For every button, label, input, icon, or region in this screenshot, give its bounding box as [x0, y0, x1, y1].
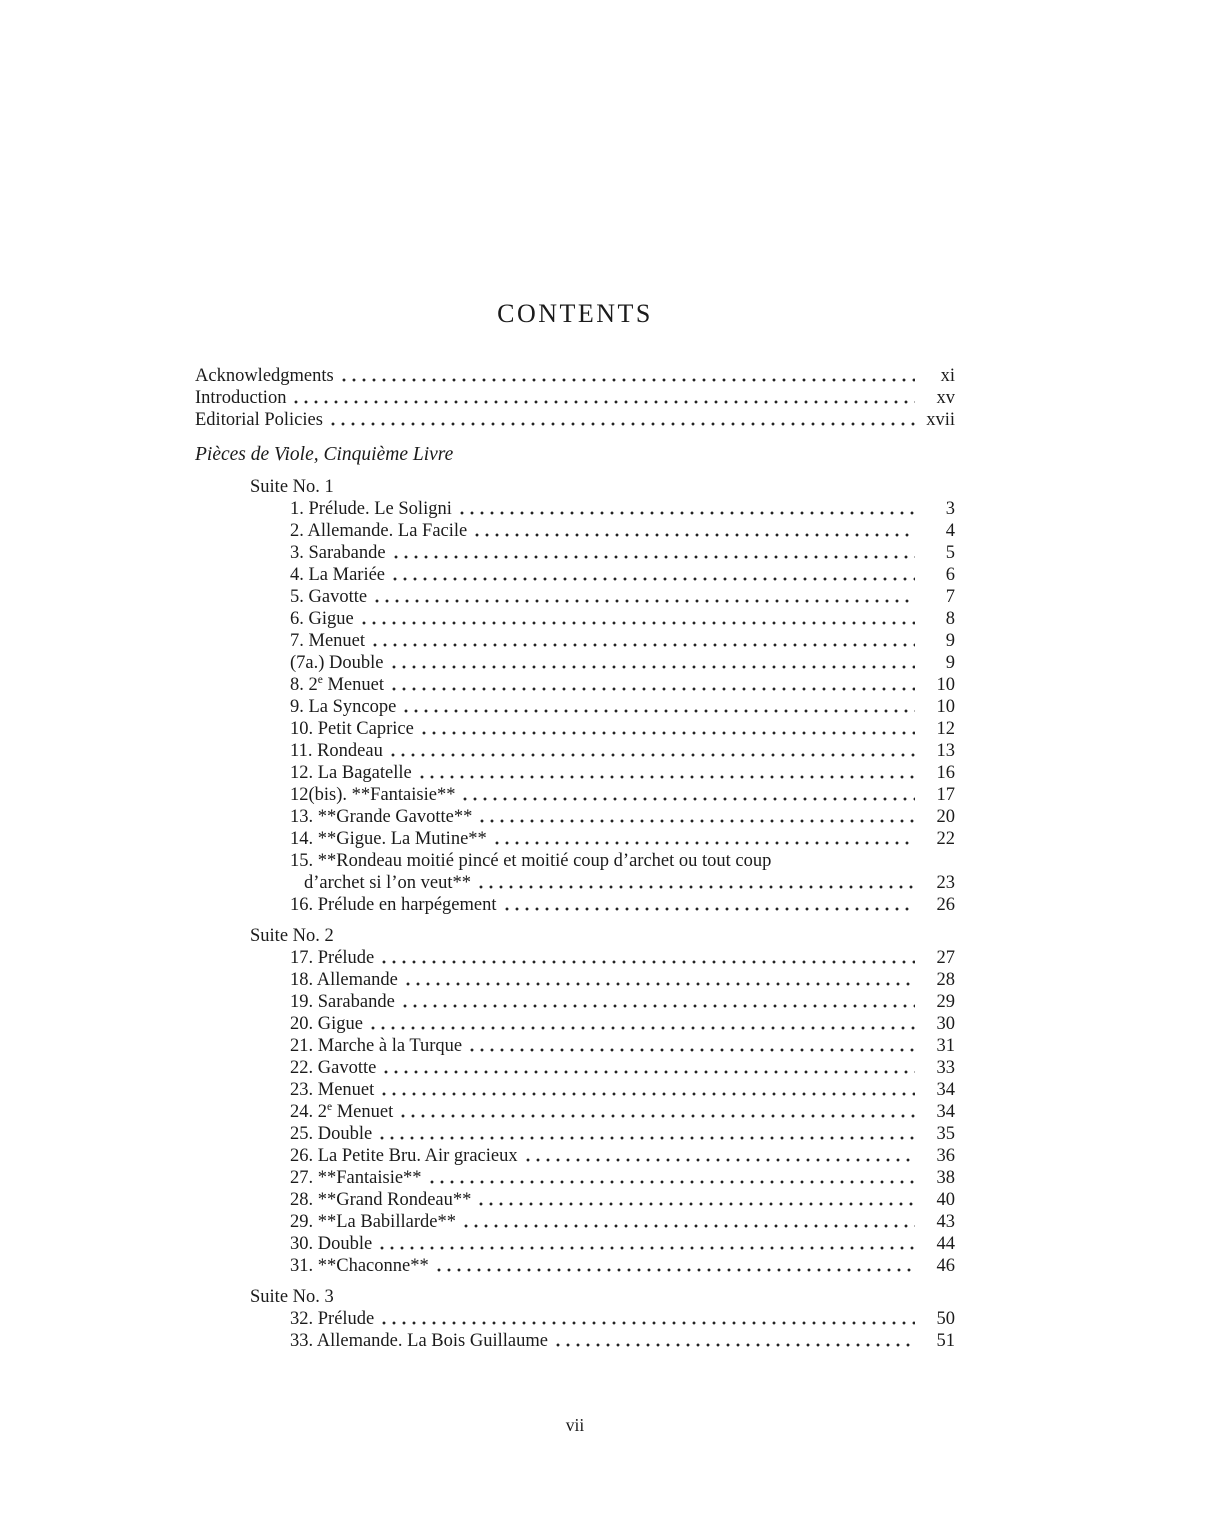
toc-entry	[195, 652, 955, 674]
suite-items	[195, 1308, 955, 1352]
dot-leader	[553, 1342, 915, 1348]
toc-entry-label: 12. La Bagatelle	[290, 762, 412, 783]
toc-entry	[195, 784, 955, 806]
toc-entry-label: 29. **La Babillarde**	[290, 1211, 456, 1232]
dot-leader	[460, 796, 915, 802]
toc-entry-label: Acknowledgments	[195, 365, 334, 386]
dot-leader	[388, 752, 915, 758]
toc-entry-label: 9. La Syncope	[290, 696, 397, 717]
dot-leader	[359, 620, 915, 626]
toc-content	[195, 300, 955, 1352]
toc-entry-page: 46	[936, 1255, 955, 1276]
suites-list	[195, 476, 955, 1352]
toc-entry-page: 13	[936, 740, 955, 761]
dot-leader	[370, 642, 915, 648]
toc-entry	[195, 674, 955, 696]
toc-entry-page: 34	[936, 1101, 955, 1122]
superscript-ordinal: e	[317, 673, 323, 686]
dot-leader	[434, 1267, 915, 1273]
toc-entry-label: 28. **Grand Rondeau**	[290, 1189, 472, 1210]
toc-entry	[195, 608, 955, 630]
dot-leader	[419, 730, 915, 736]
dot-leader	[328, 421, 915, 427]
toc-entry	[195, 1167, 955, 1189]
toc-entry	[195, 1233, 955, 1255]
toc-entry	[195, 762, 955, 784]
toc-entry-page: 4	[945, 520, 955, 541]
suite-items	[195, 947, 955, 1277]
toc-entry	[195, 630, 955, 652]
dot-leader	[502, 906, 915, 912]
suite-items	[195, 498, 955, 916]
toc-entry	[195, 894, 955, 916]
toc-entry	[195, 1057, 955, 1079]
dot-leader	[467, 1047, 915, 1053]
toc-entry-label: 7. Menuet	[290, 630, 366, 651]
toc-entry-label: 27. **Fantaisie**	[290, 1167, 422, 1188]
toc-entry-label: 33. Allemande. La Bois Guillaume	[290, 1330, 548, 1351]
dot-leader	[417, 774, 915, 780]
dot-leader	[461, 1223, 915, 1229]
toc-entry-label: Introduction	[195, 387, 287, 408]
toc-entry-label: 19. Sarabande	[290, 991, 395, 1012]
toc-entry	[195, 1211, 955, 1233]
dot-leader	[476, 1201, 915, 1207]
toc-entry-page: 5	[945, 542, 955, 563]
toc-entry-page: 51	[936, 1330, 955, 1351]
dot-leader	[379, 1091, 915, 1097]
toc-entry-page: xvii	[926, 409, 955, 430]
toc-entry	[195, 520, 955, 542]
toc-entry-label: 13. **Grande Gavotte**	[290, 806, 473, 827]
toc-entry-label: 2. Allemande. La Facile	[290, 520, 468, 541]
toc-entry-label: 4. La Mariée	[290, 564, 386, 585]
toc-entry	[195, 1255, 955, 1277]
toc-entry	[195, 498, 955, 520]
dot-leader	[400, 1003, 915, 1009]
suite-heading: Suite No. 2	[250, 925, 334, 946]
toc-entry	[195, 696, 955, 718]
toc-entry-label: 30. Double	[290, 1233, 373, 1254]
toc-entry-label: 23. Menuet	[290, 1079, 375, 1100]
toc-entry-page: 9	[945, 652, 955, 673]
toc-entry-label: 11. Rondeau	[290, 740, 383, 761]
toc-entry-label: 12(bis). **Fantaisie**	[290, 784, 456, 805]
toc-entry-page: 40	[936, 1189, 955, 1210]
dot-leader	[372, 598, 915, 604]
toc-entry	[195, 1330, 955, 1352]
dot-leader	[291, 399, 915, 405]
toc-entry-label: 17. Prélude	[290, 947, 375, 968]
toc-entry-label: 8. 2e Menuet	[290, 673, 384, 695]
toc-entry	[195, 387, 955, 409]
toc-entry-label: 1. Prélude. Le Soligni	[290, 498, 452, 519]
toc-entry-page: 29	[936, 991, 955, 1012]
toc-entry-page: 6	[945, 564, 955, 585]
toc-entry-page: 43	[936, 1211, 955, 1232]
toc-entry	[195, 828, 955, 850]
toc-entry-label: d’archet si l’on veut**	[304, 872, 471, 893]
dot-leader	[381, 1069, 915, 1075]
toc-entry-page: 38	[936, 1167, 955, 1188]
dot-leader	[377, 1245, 915, 1251]
page-title: CONTENTS	[497, 299, 653, 328]
dot-leader	[427, 1179, 915, 1185]
toc-entry-label: 15. **Rondeau moitié pincé et moitié coup d’archet ou tout coup	[290, 850, 772, 871]
dot-leader	[492, 840, 915, 846]
toc-entry-page: 8	[945, 608, 955, 629]
dot-leader	[401, 708, 915, 714]
toc-entry-page: 30	[936, 1013, 955, 1034]
toc-entry	[195, 586, 955, 608]
toc-entry	[195, 409, 955, 431]
dot-leader	[398, 1113, 915, 1119]
toc-entry	[195, 365, 955, 387]
superscript-ordinal: e	[327, 1100, 333, 1113]
toc-entry-page: 3	[945, 498, 955, 519]
suite-section	[195, 1286, 955, 1352]
toc-entry-page: 31	[936, 1035, 955, 1056]
dot-leader	[379, 959, 915, 965]
toc-entry-label: 14. **Gigue. La Mutine**	[290, 828, 487, 849]
toc-entry-page: 28	[936, 969, 955, 990]
toc-entry-page: 36	[936, 1145, 955, 1166]
front-matter-list	[195, 365, 955, 431]
toc-entry	[195, 718, 955, 740]
toc-entry-label: Editorial Policies	[195, 409, 323, 430]
toc-entry-label: 18. Allemande	[290, 969, 398, 990]
dot-leader	[523, 1157, 915, 1163]
toc-entry	[195, 564, 955, 586]
toc-entry-page: xi	[940, 365, 955, 386]
toc-entry-label: 20. Gigue	[290, 1013, 363, 1034]
toc-entry	[195, 1145, 955, 1167]
toc-entry-label: 16. Prélude en harpégement	[290, 894, 497, 915]
dot-leader	[391, 554, 915, 560]
toc-entry	[195, 1079, 955, 1101]
toc-entry-page: xv	[936, 387, 955, 408]
toc-entry-label: 32. Prélude	[290, 1308, 375, 1329]
dot-leader	[389, 664, 916, 670]
toc-entry-label: 5. Gavotte	[290, 586, 368, 607]
work-heading: Pièces de Viole, Cinquième Livre	[195, 443, 454, 465]
toc-entry-page: 9	[945, 630, 955, 651]
toc-entry	[195, 1035, 955, 1057]
toc-entry	[195, 542, 955, 564]
toc-entry-page: 44	[936, 1233, 955, 1254]
toc-entry-page: 12	[936, 718, 955, 739]
toc-entry	[195, 872, 955, 894]
toc-entry-label: 24. 2e Menuet	[290, 1100, 394, 1122]
toc-entry	[195, 1308, 955, 1330]
toc-entry-label: 22. Gavotte	[290, 1057, 377, 1078]
dot-leader	[476, 884, 915, 890]
toc-entry-label: 31. **Chaconne**	[290, 1255, 429, 1276]
toc-entry-label: 26. La Petite Bru. Air gracieux	[290, 1145, 518, 1166]
toc-entry-page: 17	[936, 784, 955, 805]
toc-entry-label: 21. Marche à la Turque	[290, 1035, 463, 1056]
toc-entry-label: 10. Petit Caprice	[290, 718, 414, 739]
toc-entry	[195, 1189, 955, 1211]
dot-leader	[403, 981, 915, 987]
dot-leader	[368, 1025, 915, 1031]
toc-entry-page: 34	[936, 1079, 955, 1100]
toc-entry-page: 16	[936, 762, 955, 783]
toc-entry	[195, 740, 955, 762]
suite-section	[195, 476, 955, 916]
suite-section	[195, 925, 955, 1277]
toc-entry-page: 26	[936, 894, 955, 915]
toc-entry-page: 7	[945, 586, 955, 607]
dot-leader	[457, 510, 915, 516]
toc-entry-page: 10	[936, 696, 955, 717]
dot-leader	[390, 576, 915, 582]
toc-entry	[195, 850, 955, 872]
toc-entry	[195, 947, 955, 969]
suite-heading: Suite No. 1	[250, 476, 334, 497]
toc-entry	[195, 991, 955, 1013]
toc-entry-page: 27	[936, 947, 955, 968]
toc-entry-label: (7a.) Double	[290, 652, 384, 673]
toc-entry-page: 35	[936, 1123, 955, 1144]
dot-leader	[472, 532, 915, 538]
toc-entry-page: 20	[936, 806, 955, 827]
dot-leader	[339, 377, 915, 383]
dot-leader	[379, 1320, 915, 1326]
toc-entry-page: 22	[936, 828, 955, 849]
toc-entry-label: 3. Sarabande	[290, 542, 386, 563]
toc-entry	[195, 806, 955, 828]
toc-entry-page: 10	[936, 674, 955, 695]
toc-entry-label: 6. Gigue	[290, 608, 354, 629]
dot-leader	[477, 818, 915, 824]
dot-leader	[389, 686, 915, 692]
toc-entry-page: 23	[936, 872, 955, 893]
dot-leader	[377, 1135, 915, 1141]
toc-entry-page: 33	[936, 1057, 955, 1078]
toc-entry	[195, 1013, 955, 1035]
toc-entry-page: 50	[936, 1308, 955, 1329]
toc-entry-label: 25. Double	[290, 1123, 373, 1144]
footer-page-number: vii	[565, 1415, 585, 1435]
toc-entry	[195, 969, 955, 991]
toc-entry	[195, 1123, 955, 1145]
suite-heading: Suite No. 3	[250, 1286, 334, 1307]
toc-entry	[195, 1101, 955, 1123]
